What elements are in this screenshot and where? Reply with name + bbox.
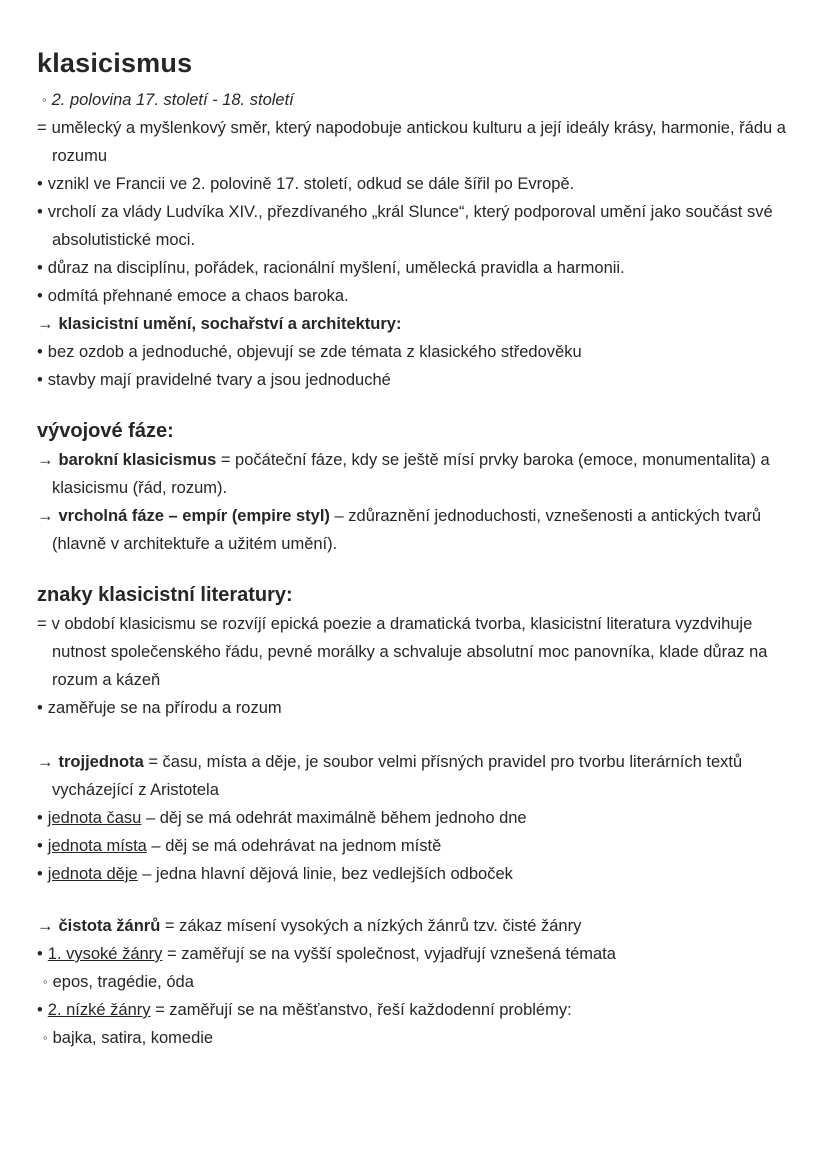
equals-marker: = xyxy=(37,615,47,633)
arrow-item: → vrcholná fáze – empír (empire styl) – zdůraznění jednoduchosti, vznešenosti a antických tvarů (hlavně v architektuře a užitém umění). xyxy=(37,507,762,553)
list-item: • odmítá přehnané emoce a chaos baroka. xyxy=(37,287,349,305)
subtitle-text: 2. polovina 17. století - 18. století xyxy=(51,91,294,109)
section-three-unities xyxy=(37,748,793,888)
arrow-item: → klasicistní umění, sochařství a architektury: xyxy=(37,315,402,333)
page-title: klasicismus xyxy=(37,48,193,78)
equals-marker: = xyxy=(37,119,47,137)
arrow-icon: → xyxy=(37,451,54,469)
bullet-icon: • xyxy=(37,945,43,963)
section-phases xyxy=(37,416,793,558)
arrow-icon: → xyxy=(37,753,54,771)
sub-list-item: ◦ bajka, satira, komedie xyxy=(43,1029,214,1047)
list-item: = umělecký a myšlenkový směr, který napodobuje antickou kulturu a její ideály krásy, harmonie, řádu a rozumu xyxy=(37,119,786,165)
bullet-icon: • xyxy=(37,203,43,221)
arrow-icon: → xyxy=(37,507,54,525)
bullet-icon: • xyxy=(37,865,43,883)
arrow-item: → barokní klasicismus = počáteční fáze, kdy se ještě mísí prvky baroka (emoce, monumentalita) a klasicismu (řád, rozum). xyxy=(37,451,770,497)
section-heading: vývojové fáze: xyxy=(37,420,174,442)
bullet-icon: • xyxy=(37,371,43,389)
bullet-icon: • xyxy=(37,287,43,305)
arrow-icon: → xyxy=(37,917,54,935)
bullet-icon: • xyxy=(37,343,43,361)
bullet-icon: • xyxy=(37,837,43,855)
subtitle-line xyxy=(42,86,793,114)
section-literature-traits xyxy=(37,580,793,722)
list-item: = v období klasicismu se rozvíjí epická poezie a dramatická tvorba, klasicistní literatura vyzdvihuje nutnost společenského řádu, pevné morálky a schvaluje absolutní moc panovníka, klade důraz na rozum a kázeň xyxy=(37,615,768,689)
list-item: • 1. vysoké žánry = zaměřují se na vyšší společnost, vyjadřují vznešená témata xyxy=(37,945,616,963)
bullet-icon: • xyxy=(37,175,43,193)
bullet-icon: • xyxy=(37,809,43,827)
list-item: • zaměřuje se na přírodu a rozum xyxy=(37,699,282,717)
list-item: • jednota času – děj se má odehrát maximálně během jednoho dne xyxy=(37,809,527,827)
arrow-item: → čistota žánrů = zákaz mísení vysokých a nízkých žánrů tzv. čisté žánry xyxy=(37,917,582,935)
circle-bullet-icon: ◦ xyxy=(43,1030,48,1045)
list-item: • 2. nízké žánry = zaměřují se na měšťanstvo, řeší každodenní problémy: xyxy=(37,1001,572,1019)
bullet-icon: • xyxy=(37,1001,43,1019)
list-item: • stavby mají pravidelné tvary a jsou jednoduché xyxy=(37,371,391,389)
sub-list-item: ◦ epos, tragédie, óda xyxy=(43,973,194,991)
list-item: • jednota místa – děj se má odehrávat na jednom místě xyxy=(37,837,442,855)
section-genre-purity xyxy=(37,912,793,1052)
bullet-icon: • xyxy=(37,699,43,717)
list-item: • bez ozdob a jednoduché, objevují se zde témata z klasického středověku xyxy=(37,343,582,361)
section-intro xyxy=(37,114,793,394)
section-heading: znaky klasicistní literatury: xyxy=(37,584,293,606)
circle-bullet-icon: ◦ xyxy=(42,92,47,107)
list-item: • důraz na disciplínu, pořádek, racionální myšlení, umělecká pravidla a harmonii. xyxy=(37,259,625,277)
circle-bullet-icon: ◦ xyxy=(43,974,48,989)
bullet-icon: • xyxy=(37,259,43,277)
list-item: • jednota děje – jedna hlavní dějová linie, bez vedlejších odboček xyxy=(37,865,513,883)
arrow-icon: → xyxy=(37,315,54,333)
list-item: • vznikl ve Francii ve 2. polovině 17. století, odkud se dále šířil po Evropě. xyxy=(37,175,575,193)
list-item: • vrcholí za vlády Ludvíka XIV., přezdívaného „král Slunce“, který podporoval umění jako součást své absolutistické moci. xyxy=(37,203,773,249)
arrow-item: → trojjednota = času, místa a děje, je soubor velmi přísných pravidel pro tvorbu literárních textů vycházející z Aristotela xyxy=(37,753,743,799)
